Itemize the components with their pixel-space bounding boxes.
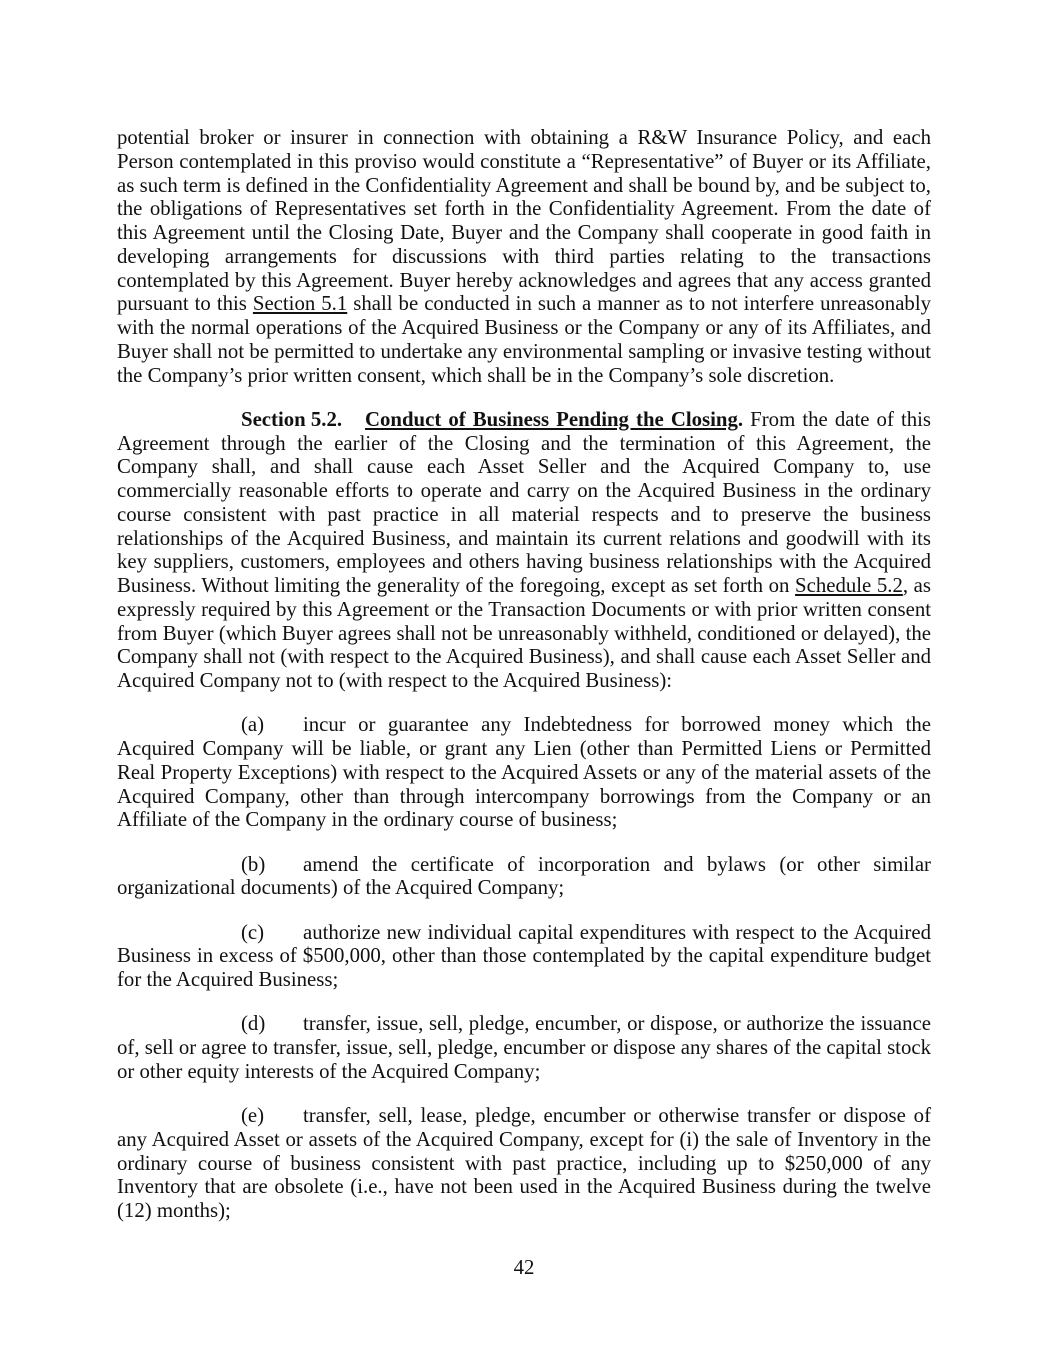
item-text: amend the certificate of incorporation and bylaws (or other similar organizational documents) of the Acquired Company; <box>117 852 931 900</box>
section-number: Section 5.2. <box>241 407 343 431</box>
item-text: authorize new individual capital expenditures with respect to the Acquired Business in excess of $500,000, other than those contemplated by the capital expenditure budget for the Acquired Business; <box>117 920 931 991</box>
item-label: (a) <box>241 713 265 737</box>
item-label: (e) <box>241 1104 265 1127</box>
paragraph-text: , as expressly required by this Agreement or the Transaction Documents or with prior written consent from Buyer (which Buyer agrees shall not be unreasonably withheld, conditioned or delayed), the Company shall not (with respect to the Acquired Business), and shall cause each Asset Seller and Acquired Company not to (with respect to the Acquired Business): <box>117 574 931 692</box>
page-body <box>117 126 931 1243</box>
section-5-1-continuation-paragraph <box>117 126 931 387</box>
item-label: (d) <box>241 1012 266 1036</box>
list-item-b <box>117 853 931 901</box>
item-text: incur or guarantee any Indebtedness for borrowed money which the Acquired Company will be liable, or grant any Lien (other than Permitted Liens or Permitted Real Property Exceptions) with respect to the Acquired Assets or any of the material assets of the Acquired Company, other than through intercompany borrowings from the Company or an Affiliate of the Company in the ordinary course of business; <box>117 713 931 832</box>
list-item-d <box>117 1012 931 1083</box>
list-item-e <box>117 1104 931 1223</box>
item-label: (c) <box>241 920 265 944</box>
section-heading: Conduct of Business Pending the Closing <box>365 407 738 431</box>
schedule-5-2-reference: Schedule 5.2 <box>795 574 903 597</box>
paragraph-text: potential broker or insurer in connection with obtaining a R&W Insurance Policy, and each Person contemplated in this proviso would constitute a “Representative” of Buyer or its Affiliate, as such term is defined in the Confidentiality Agreement and shall be bound by, and be subject to, the obligations of Representatives set forth in the Confidentiality Agreement. From the date of this Agreement until the Closing Date, Buyer and the Company shall cooperate in good faith in developing arrangements for discussions with third parties relating to the transactions contemplated by this Agreement. Buyer hereby acknowledges and agrees that any access granted pursuant to this <box>117 126 931 316</box>
list-item-c <box>117 921 931 992</box>
section-5-1-reference: Section 5.1 <box>252 292 348 316</box>
paragraph-text: From the date of this Agreement through the earlier of the Closing and the termination of this Agreement, the Company shall, and shall cause each Asset Seller and the Acquired Company to, use commercially reasonable efforts to operate and carry on the Acquired Business in the ordinary course consistent with past practice in all material respects and to preserve the business relationships of the Acquired Business, and maintain its current relations and goodwill with its key suppliers, customers, employees and others having business relationships with the Acquired Business. Without limiting the generality of the foregoing, except as set forth on <box>117 407 932 597</box>
page-number: 42 <box>513 1256 535 1279</box>
item-text: transfer, issue, sell, pledge, encumber, or dispose, or authorize the issuance of, sell or agree to transfer, issue, sell, pledge, encumber or dispose any shares of the capital stock or other equity interests of the Acquired Company; <box>117 1012 931 1083</box>
list-item-a <box>117 713 931 832</box>
section-heading-period: . <box>737 407 744 431</box>
section-5-2-paragraph <box>117 408 931 693</box>
item-label: (b) <box>241 852 266 876</box>
item-text: transfer, sell, lease, pledge, encumber or otherwise transfer or dispose of any Acquired Asset or assets of the Acquired Company, except for (i) the sale of Inventory in the ordinary course of business consistent with past practice, including up to $250,000 of any Inventory that are obsolete (i.e., have not been used in the Acquired Business during the twelve (12) months); <box>117 1104 931 1222</box>
paragraph-text: shall be conducted in such a manner as to not interfere unreasonably with the normal operations of the Acquired Business or the Company or any of its Affiliates, and Buyer shall not be permitted to undertake any environmental sampling or invasive testing without the Company’s prior written consent, which shall be in the Company’s sole discretion. <box>117 292 931 387</box>
